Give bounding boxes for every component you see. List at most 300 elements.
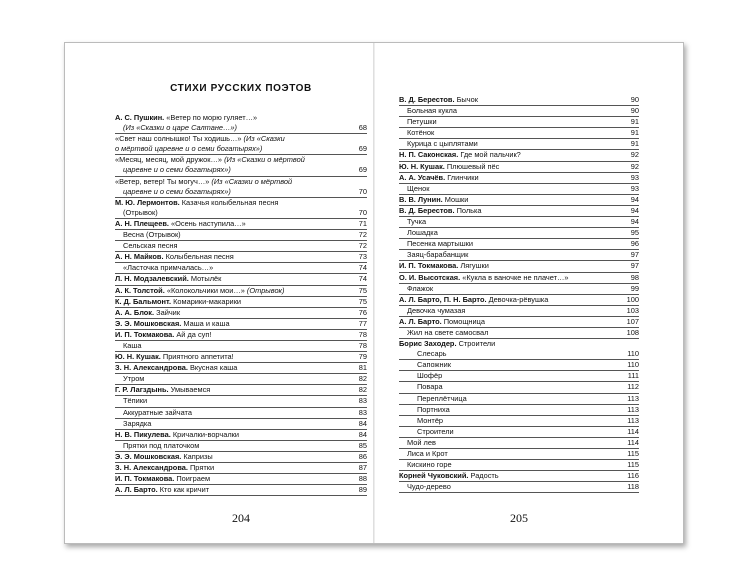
toc-entry-author: И. П. Токмакова. [399, 261, 459, 271]
toc-entry-page: 90 [630, 95, 639, 104]
toc-entry-author: О. И. Высотская. [399, 272, 461, 282]
toc-entry [399, 206, 639, 217]
toc-entry-title [417, 371, 625, 381]
toc-entry-title [115, 297, 356, 307]
toc-entry-work: Утром [123, 374, 145, 384]
toc-entry [399, 405, 639, 416]
toc-entry-page: 72 [358, 241, 367, 251]
toc-entry-author: А. Л. Барто. [399, 316, 442, 326]
toc-entry [115, 230, 367, 241]
toc-entry [399, 250, 639, 261]
toc-entry-page: 68 [358, 123, 367, 133]
toc-entry-author: Э. Э. Мошковская. [115, 451, 182, 461]
toc-entry [399, 317, 639, 328]
toc-entry-page: 94 [630, 194, 639, 204]
toc-entry [399, 217, 639, 228]
toc-entry-author: А. Н. Плещеев. [115, 218, 169, 228]
toc-entry-work: Портниха [417, 404, 450, 414]
toc-entry-work: Глинчики [445, 172, 479, 182]
toc-entry-work: «Осень наступила…» [168, 218, 246, 228]
toc-entry-source: (Из «Сказки [241, 134, 285, 144]
toc-entry [115, 187, 367, 198]
toc-entry-work: Сельская песня [123, 241, 178, 251]
toc-entry [399, 106, 639, 117]
toc-entry-work: Умываемся [168, 385, 211, 395]
toc-entry-page: 99 [630, 283, 639, 293]
toc-entry-title [115, 485, 356, 495]
toc-entry-page: 72 [358, 230, 367, 240]
toc-entry-work: Приятного аппетита! [160, 352, 234, 362]
toc-entry-author: А. Л. Барто. [115, 485, 158, 495]
toc-entry-title [399, 173, 628, 183]
toc-entry-title [407, 460, 624, 470]
toc-entry-work: Больная кукла [407, 106, 457, 116]
toc-entry-page: 98 [630, 272, 639, 282]
toc-entry-title [399, 317, 624, 327]
toc-list-right [399, 95, 639, 493]
toc-entry-title [417, 427, 624, 437]
toc-entry-work: Прятки под платочком [123, 440, 200, 450]
toc-entry-title [399, 195, 628, 205]
toc-entry [399, 449, 639, 460]
toc-entry-work: Капризы [181, 451, 213, 461]
toc-entry-work: Казачья колыбельная песня [179, 197, 279, 207]
toc-entry-work: Шофёр [417, 371, 443, 381]
toc-entry-title [115, 219, 356, 229]
toc-entry-title [399, 339, 636, 349]
toc-entry-work: Где мой пальчик? [458, 150, 521, 160]
toc-entry [399, 184, 639, 195]
toc-entry-page: 110 [627, 360, 639, 370]
toc-entry-work: «Месяц, месяц, мой дружок…» [115, 155, 223, 165]
toc-entry-title [407, 306, 624, 316]
toc-entry [115, 144, 367, 155]
toc-entry-page: 82 [358, 385, 367, 395]
toc-entry-work: Слесарь [417, 349, 447, 359]
toc-entry-title [123, 208, 356, 218]
toc-entry-author: К. Д. Бальмонт. [115, 296, 172, 306]
toc-entry [399, 95, 639, 106]
toc-entry-title [115, 385, 356, 395]
toc-entry-title [115, 430, 356, 440]
toc-entry-work: Щенок [407, 183, 430, 193]
toc-entry-page: 115 [627, 449, 639, 458]
toc-entry-page: 78 [358, 329, 367, 339]
toc-entry-author: А. А. Блок. [115, 307, 155, 317]
toc-entry-page: 97 [630, 261, 639, 271]
toc-entry [399, 427, 639, 438]
section-title: СТИХИ РУССКИХ ПОЭТОВ [170, 83, 312, 94]
toc-entry [115, 155, 367, 165]
toc-entry-work: «Ласточка примчалась…» [123, 263, 214, 273]
toc-entry [399, 360, 639, 371]
toc-entry-page: 100 [626, 294, 639, 304]
toc-entry-work: Помощница [441, 316, 485, 326]
toc-entry-title [115, 352, 356, 362]
toc-entry-work: Флажок [407, 283, 434, 293]
toc-entry-work: Кто как кричит [157, 485, 210, 495]
toc-entry-work: Поиграем [174, 474, 211, 484]
toc-entry-title [407, 139, 628, 149]
toc-entry [115, 463, 367, 474]
toc-entry [399, 239, 639, 250]
toc-entry-page: 93 [630, 183, 639, 193]
toc-entry-author: В. Д. Берестов. [399, 95, 455, 104]
toc-entry-work: Зайчик [154, 307, 181, 317]
toc-entry-title [407, 239, 628, 249]
toc-entry-work: Строители [417, 426, 454, 436]
toc-entry [399, 382, 639, 393]
toc-entry-work: Лягушки [458, 261, 489, 271]
toc-entry-source: царевне и о семи богатырях») [123, 186, 231, 196]
toc-entry-title [407, 284, 628, 294]
toc-entry-title [407, 217, 628, 227]
toc-entry-author: В. В. Лунин. [399, 194, 443, 204]
toc-entry-page: 108 [626, 327, 639, 337]
toc-entry-page: 115 [627, 460, 639, 470]
toc-entry-work: Ай да суп! [174, 329, 212, 339]
toc-entry-page: 113 [627, 415, 639, 425]
toc-entry-title [115, 286, 356, 296]
toc-entry-work: Зарядка [123, 418, 152, 428]
toc-entry [399, 349, 639, 360]
toc-entry-work: Маша и каша [181, 318, 230, 328]
toc-entry [115, 113, 367, 123]
toc-entry-author: З. Н. Александрова. [115, 363, 188, 373]
toc-entry [399, 438, 639, 449]
toc-entry-title [407, 328, 624, 338]
toc-entry-author: Г. Р. Лагздынь. [115, 385, 169, 395]
toc-entry-title [115, 177, 364, 187]
toc-entry-page: 71 [358, 218, 367, 228]
toc-entry [399, 273, 639, 284]
toc-entry-author: Н. П. Саконская. [399, 150, 459, 160]
toc-entry-page: 81 [358, 363, 367, 373]
toc-entry-title [123, 441, 356, 451]
toc-entry-author: В. Д. Берестов. [399, 205, 455, 215]
toc-entry [115, 123, 367, 134]
toc-entry-page: 91 [630, 117, 639, 127]
toc-entry-work: Курица с цыплятами [407, 139, 478, 149]
toc-entry-work: Сапожник [417, 360, 451, 370]
toc-entry-page: 73 [358, 252, 367, 262]
toc-entry-work: Чудо-дерево [407, 482, 451, 492]
toc-list-left [115, 113, 367, 496]
toc-entry-page: 77 [358, 318, 367, 328]
toc-entry-work: Лиса и Крот [407, 449, 448, 458]
toc-entry [115, 297, 367, 308]
toc-entry-page: 113 [627, 393, 639, 403]
toc-entry-author: Ю. Н. Кушак. [115, 352, 161, 362]
toc-entry-title [407, 449, 624, 459]
toc-entry-title [115, 113, 364, 123]
toc-entry-work: Тучка [407, 217, 427, 227]
toc-entry [115, 330, 367, 341]
toc-entry-title [115, 330, 356, 340]
toc-entry-page: 83 [358, 396, 367, 406]
page-number-left: 204 [232, 511, 250, 525]
toc-entry-source: (Из «Сказки о царе Салтане…») [123, 123, 238, 133]
toc-entry-title [417, 405, 624, 415]
toc-entry [399, 295, 639, 306]
toc-entry-page: 83 [358, 407, 367, 417]
toc-entry [115, 252, 367, 263]
toc-entry-title [123, 230, 356, 240]
toc-entry-work: «Ветер по морю гуляет…» [164, 113, 258, 122]
toc-entry-author: Л. Н. Модзалевский. [115, 274, 189, 284]
toc-entry [115, 219, 367, 230]
toc-entry-title [407, 228, 628, 238]
toc-entry-title [115, 274, 356, 284]
toc-entry [399, 394, 639, 405]
toc-entry-page: 90 [630, 106, 639, 116]
toc-entry-author: Н. В. Пикулева. [115, 429, 171, 439]
toc-entry-title [407, 250, 628, 260]
toc-entry-page: 110 [627, 349, 639, 359]
toc-entry [115, 308, 367, 319]
toc-entry-page: 75 [358, 296, 367, 306]
toc-entry-title [417, 349, 624, 359]
toc-entry-page: 86 [358, 451, 367, 461]
toc-entry-title [417, 394, 624, 404]
toc-entry-title [115, 308, 356, 318]
toc-entry-title [123, 374, 356, 384]
toc-entry-title [115, 155, 364, 165]
toc-entry-title [115, 363, 356, 373]
toc-entry-page: 76 [358, 307, 367, 317]
toc-entry-title [417, 360, 624, 370]
toc-entry-work: «Кукла в ваночке не плачет…» [460, 272, 569, 282]
toc-entry-work: Кискино горе [407, 460, 452, 470]
toc-entry-page: 97 [630, 250, 639, 260]
toc-entry-work: Петушки [407, 117, 437, 127]
toc-entry-work: Тёпики [123, 396, 148, 406]
toc-entry-author: Корней Чуковский. [399, 471, 469, 481]
toc-entry-title [123, 241, 356, 251]
toc-entry [399, 328, 639, 339]
toc-entry-work: Жил на свете самосвал [407, 327, 489, 337]
toc-entry-author: Ю. Н. Кушак. [399, 161, 445, 171]
toc-entry-title [399, 95, 628, 105]
toc-entry [399, 150, 639, 161]
toc-entry-title [115, 319, 356, 329]
toc-entry-work: Кричалки-ворчалки [170, 429, 240, 439]
toc-entry-title [407, 106, 628, 116]
toc-entry-work: Строители [456, 339, 496, 349]
toc-entry [115, 319, 367, 330]
toc-entry [115, 352, 367, 363]
toc-entry-title [115, 252, 356, 262]
toc-entry-title [123, 396, 356, 406]
toc-entry [115, 274, 367, 285]
toc-entry [115, 263, 367, 274]
toc-entry-work: Повара [417, 382, 443, 392]
toc-entry-work: Радость [468, 471, 499, 481]
toc-entry-work: Колыбельная песня [163, 252, 234, 262]
toc-entry [115, 165, 367, 176]
toc-entry-page: 87 [358, 463, 367, 472]
toc-entry-title [123, 419, 356, 429]
toc-entry [115, 385, 367, 396]
toc-entry-author: Борис Заходер. [399, 339, 457, 349]
toc-entry-work: «Свет наш солнышко! Ты ходишь…» [115, 134, 242, 144]
toc-entry-page: 93 [630, 172, 639, 182]
toc-entry-work: Комарики-макарики [171, 296, 242, 306]
toc-entry-title [115, 452, 356, 462]
toc-entry [399, 306, 639, 317]
toc-entry-title [407, 482, 624, 492]
toc-entry [399, 284, 639, 295]
left-page [115, 43, 367, 543]
toc-entry [115, 208, 367, 219]
toc-entry [115, 408, 367, 419]
toc-entry-page: 70 [358, 207, 367, 217]
toc-entry [115, 241, 367, 252]
toc-entry-page: 95 [630, 228, 639, 238]
toc-entry-title [115, 134, 364, 144]
toc-entry-author: А. Л. Барто, П. Н. Барто. [399, 294, 487, 304]
toc-entry [115, 363, 367, 374]
toc-entry-work: Мотылёк [188, 274, 222, 284]
toc-entry-page: 75 [358, 285, 367, 295]
toc-entry-page: 91 [630, 139, 639, 149]
toc-entry [399, 162, 639, 173]
toc-entry-source: о мёртвой царевне и о семи богатырях») [115, 144, 263, 154]
toc-entry-title [123, 263, 356, 273]
page-number-right: 205 [510, 511, 528, 525]
toc-entry [399, 460, 639, 471]
toc-entry-author: А. С. Пушкин. [115, 113, 165, 122]
toc-entry-page: 94 [630, 205, 639, 215]
toc-entry-title [123, 187, 356, 197]
toc-entry-work: Переплётчица [417, 393, 467, 403]
toc-entry-work: Девочка-рёвушка [486, 294, 549, 304]
toc-entry-page: 114 [627, 437, 639, 447]
toc-entry-title [399, 261, 628, 271]
toc-entry [115, 474, 367, 485]
toc-entry-work: (Отрывок) [123, 207, 158, 217]
toc-entry-work: Песенка мартышки [407, 239, 473, 249]
toc-entry-page: 84 [358, 429, 367, 439]
toc-entry-work: Аккуратные зайчата [123, 407, 192, 417]
toc-entry [115, 430, 367, 441]
toc-entry-page: 69 [358, 144, 367, 154]
toc-entry-source: (Из «Сказки о мёртвой [222, 155, 305, 165]
book-spread [64, 42, 684, 544]
toc-entry-title [115, 474, 356, 484]
toc-entry-page: 116 [627, 471, 639, 481]
toc-entry-author: Э. Э. Мошковская. [115, 318, 182, 328]
toc-entry [115, 134, 367, 144]
toc-entry-work: Лошадка [407, 228, 438, 238]
toc-entry-title [115, 144, 356, 154]
toc-entry [399, 139, 639, 150]
toc-entry-page: 78 [358, 340, 367, 350]
toc-entry-title [123, 341, 356, 351]
toc-entry [399, 128, 639, 139]
toc-entry-work: Мошки [442, 194, 469, 204]
toc-entry-title [407, 438, 624, 448]
toc-entry-page: 113 [627, 404, 639, 414]
toc-entry-page: 112 [627, 382, 639, 392]
toc-entry [399, 261, 639, 272]
toc-entry-page: 88 [358, 474, 367, 484]
toc-entry-page: 118 [627, 482, 639, 492]
toc-entry-title [399, 273, 628, 283]
toc-entry-author: З. Н. Александрова. [115, 463, 188, 472]
toc-entry-author: И. П. Токмакова. [115, 474, 175, 484]
toc-entry-work: Девочка чумазая [407, 305, 466, 315]
toc-entry [399, 371, 639, 382]
toc-entry-title [123, 165, 356, 175]
toc-entry-title [399, 471, 624, 481]
toc-entry [399, 339, 639, 349]
toc-entry-title [407, 184, 628, 194]
toc-entry-page: 74 [358, 274, 367, 284]
toc-entry-page: 84 [358, 418, 367, 428]
toc-entry-page: 79 [358, 352, 367, 362]
toc-entry-page: 69 [358, 165, 367, 175]
toc-entry-title [115, 198, 364, 208]
toc-entry-work: Заяц-барабанщик [407, 250, 469, 260]
toc-entry-page: 85 [358, 440, 367, 450]
toc-entry-author: А. К. Толстой. [115, 285, 165, 295]
toc-entry-page: 92 [630, 150, 639, 160]
toc-entry-source: (Из «Сказки о мёртвой [209, 176, 293, 186]
toc-entry-page: 114 [627, 426, 639, 436]
toc-entry-source: (Отрывок) [244, 285, 285, 295]
toc-entry-title [399, 150, 628, 160]
toc-entry [115, 341, 367, 352]
toc-entry-work: Прятки [187, 463, 215, 472]
toc-entry-page: 70 [358, 186, 367, 196]
toc-entry-author: А. Н. Майков. [115, 252, 164, 262]
toc-entry [115, 374, 367, 385]
toc-entry-page: 107 [626, 316, 639, 326]
toc-entry-page: 74 [358, 263, 367, 273]
toc-entry-title [399, 295, 624, 305]
toc-entry [115, 441, 367, 452]
toc-entry-title [123, 408, 356, 418]
toc-entry [115, 419, 367, 430]
toc-entry [399, 117, 639, 128]
toc-entry-title [407, 117, 628, 127]
toc-entry [399, 482, 639, 493]
toc-entry-title [407, 128, 628, 138]
toc-entry-work: Весна (Отрывок) [123, 230, 181, 240]
toc-entry-page: 89 [358, 485, 367, 495]
toc-entry-work: «Ветер, ветер! Ты могуч…» [115, 176, 210, 186]
toc-entry [115, 396, 367, 407]
toc-entry-author: А. А. Усачёв. [399, 172, 446, 182]
toc-entry-work: Монтёр [417, 415, 444, 425]
toc-entry-page: 103 [626, 305, 639, 315]
toc-entry [399, 471, 639, 482]
toc-entry-work: «Колокольчики мои…» [164, 285, 245, 295]
toc-entry-work: Котёнок [407, 128, 435, 138]
toc-entry-title [115, 463, 356, 473]
toc-entry-work: Вкусная каша [187, 363, 238, 373]
toc-entry-work: Мой лев [407, 437, 436, 447]
toc-entry-page: 91 [630, 128, 639, 138]
toc-entry-page: 96 [630, 239, 639, 249]
toc-entry [115, 452, 367, 463]
toc-entry [399, 173, 639, 184]
toc-entry-work: Плюшевый пёс [444, 161, 500, 171]
toc-entry-work: Полька [454, 205, 482, 215]
toc-entry [115, 198, 367, 208]
book-gutter [373, 43, 375, 543]
